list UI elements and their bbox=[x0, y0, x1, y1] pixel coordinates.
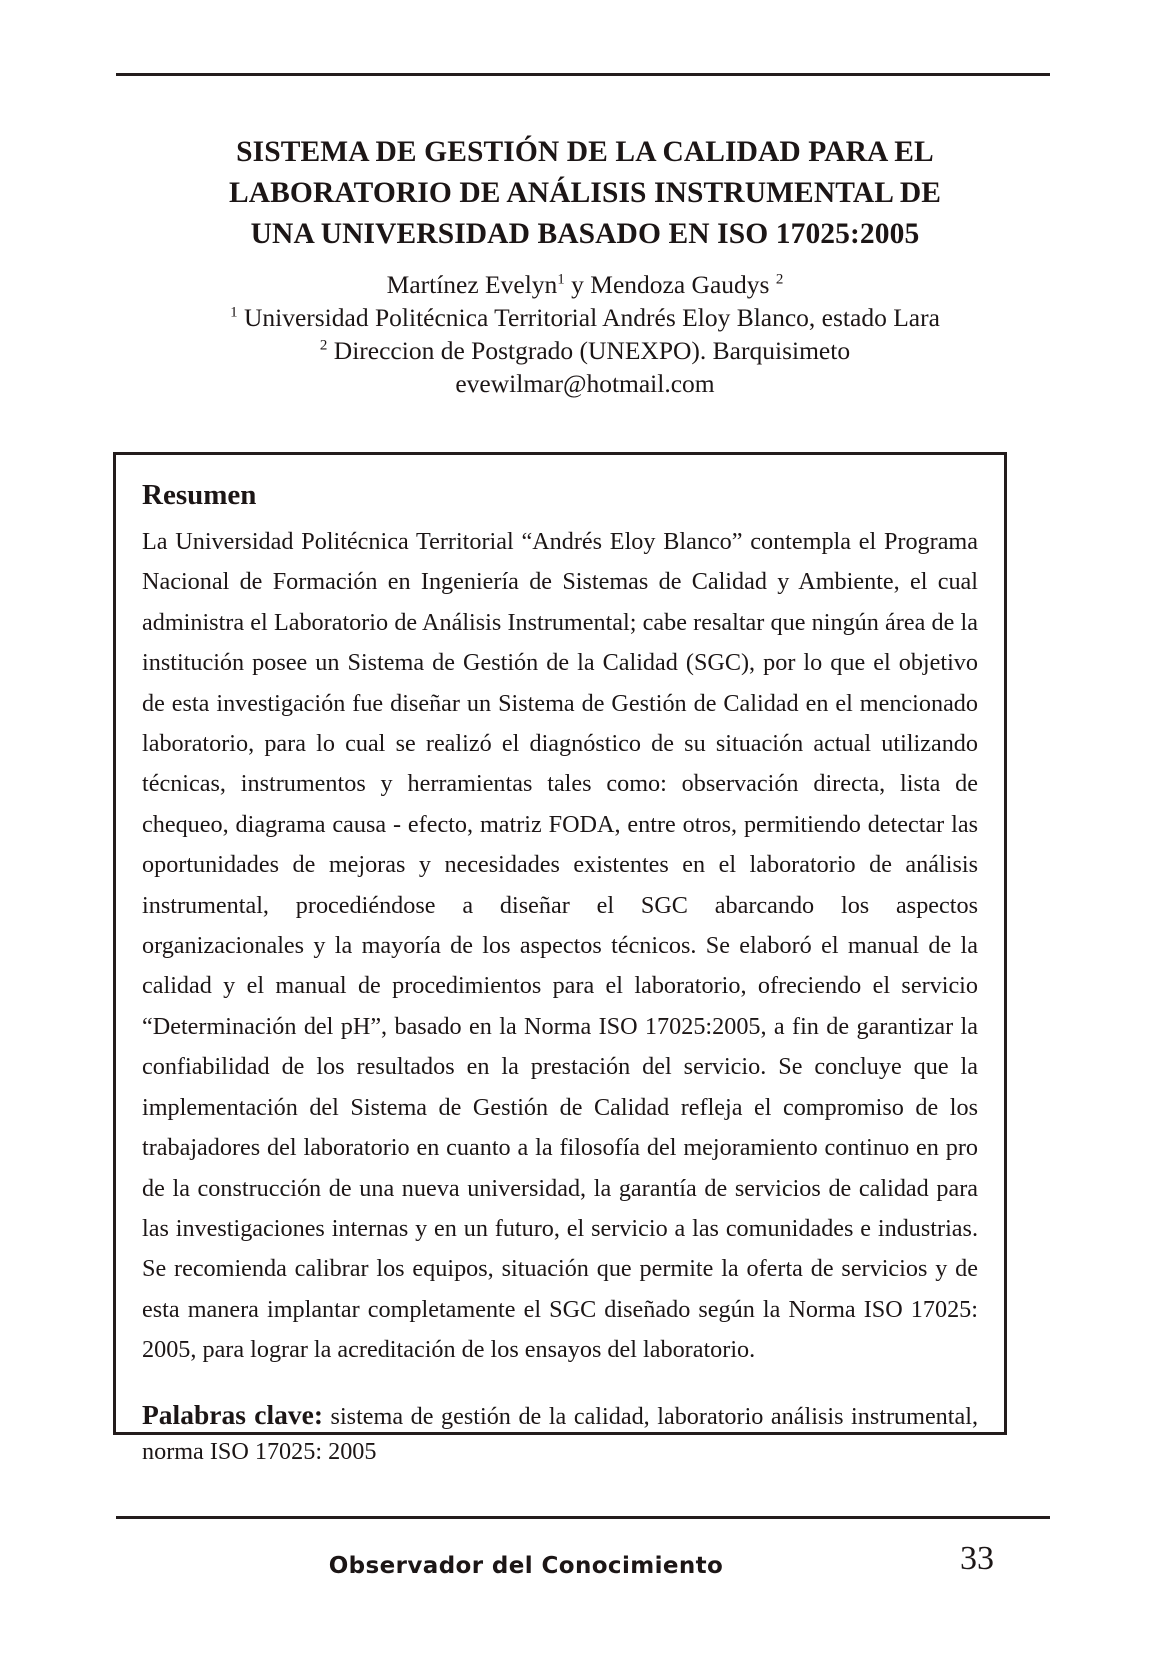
author-affiliation-marker-2: 2 bbox=[775, 271, 784, 288]
abstract-box bbox=[113, 452, 1007, 1465]
affiliation-text-2: Direccion de Postgrado (UNEXPO). Barquisimeto bbox=[327, 336, 851, 365]
title-line-2: LABORATORIO DE ANÁLISIS INSTRUMENTAL DE bbox=[228, 177, 942, 209]
keywords-block bbox=[142, 1397, 978, 1469]
abstract-heading: Resumen bbox=[142, 479, 257, 511]
abstract-body: La Universidad Politécnica Territorial “Andrés Eloy Blanco” contempla el Programa Nacional de Formación en Ingeniería de Sistemas de Calidad y Ambiente, el cual administra el Laboratorio de Análisis Instrumental; cabe resaltar que ningún área de la institución posee un Sistema de Gestión de la Calidad (SGC), por lo que el objetivo de esta investigación fue diseñar un Sistema de Gestión de Calidad en el mencionado laboratorio, para lo cual se realizó el diagnóstico de su situación actual utilizando técnicas, instrumentos y herramientas tales como: observación directa, lista de chequeo, diagrama causa - efecto, matriz FODA, entre otros, permitiendo detectar las oportunidades de mejoras y necesidades existentes en el laboratorio de análisis instrumental, procediéndose a diseñar el SGC abarcando los aspectos organizacionales y la mayoría de los aspectos técnicos. Se elaboró el manual de la calidad y el manual de procedimientos para el laboratorio, ofreciendo el servicio “Determinación del pH”, basado en la Norma ISO 17025:2005, a fin de garantizar la confiabilidad de los resultados en la prestación del servicio. Se concluye que la implementación del Sistema de Gestión de Calidad refleja el compromiso de los trabajadores del laboratorio en cuanto a la filosofía del mejoramiento continuo en pro de la construcción de una nueva universidad, la garantía de servicios de calidad para las investigaciones internas y en un futuro, el servicio a las comunidades e industrias. Se recomienda calibrar los equipos, situación que permite la oferta de servicios y de esta manera implantar completamente el SGC diseñado según la Norma ISO 17025: 2005, para lograr la acreditación de los ensayos del laboratorio. bbox=[142, 528, 978, 1364]
affiliation-marker-1: 1 bbox=[230, 304, 238, 321]
title-line-3: UNA UNIVERSIDAD BASADO EN ISO 17025:2005 bbox=[250, 218, 920, 250]
affiliation-line-2 bbox=[120, 334, 1050, 367]
keywords-text: sistema de gestión de la calidad, laboratorio análisis instrumental, norma ISO 17025: 2005 bbox=[142, 1402, 978, 1465]
header-rule bbox=[116, 73, 1050, 76]
footer-rule bbox=[116, 1516, 1050, 1519]
author-block bbox=[120, 268, 1050, 400]
page-number: 33 bbox=[960, 1540, 994, 1577]
title-line-1: SISTEMA DE GESTIÓN DE LA CALIDAD PARA EL bbox=[236, 136, 934, 168]
author-byline bbox=[120, 268, 1050, 301]
author-conjunction: y Mendoza Gaudys bbox=[564, 270, 776, 299]
author-affiliation-marker-1: 1 bbox=[557, 271, 565, 288]
affiliation-line-1 bbox=[120, 301, 1050, 334]
affiliation-marker-2: 2 bbox=[319, 337, 328, 354]
page-title bbox=[150, 132, 1020, 255]
keywords-label: Palabras clave: bbox=[142, 1398, 323, 1430]
author-name-1: Martínez Evelyn bbox=[386, 270, 558, 299]
contact-email: evewilmar@hotmail.com bbox=[455, 369, 715, 398]
footer-journal-name: Observador del Conocimiento bbox=[328, 1553, 724, 1579]
affiliation-text-1: Universidad Politécnica Territorial Andrés Eloy Blanco, estado Lara bbox=[237, 303, 940, 332]
abstract-inner bbox=[116, 455, 1004, 1469]
